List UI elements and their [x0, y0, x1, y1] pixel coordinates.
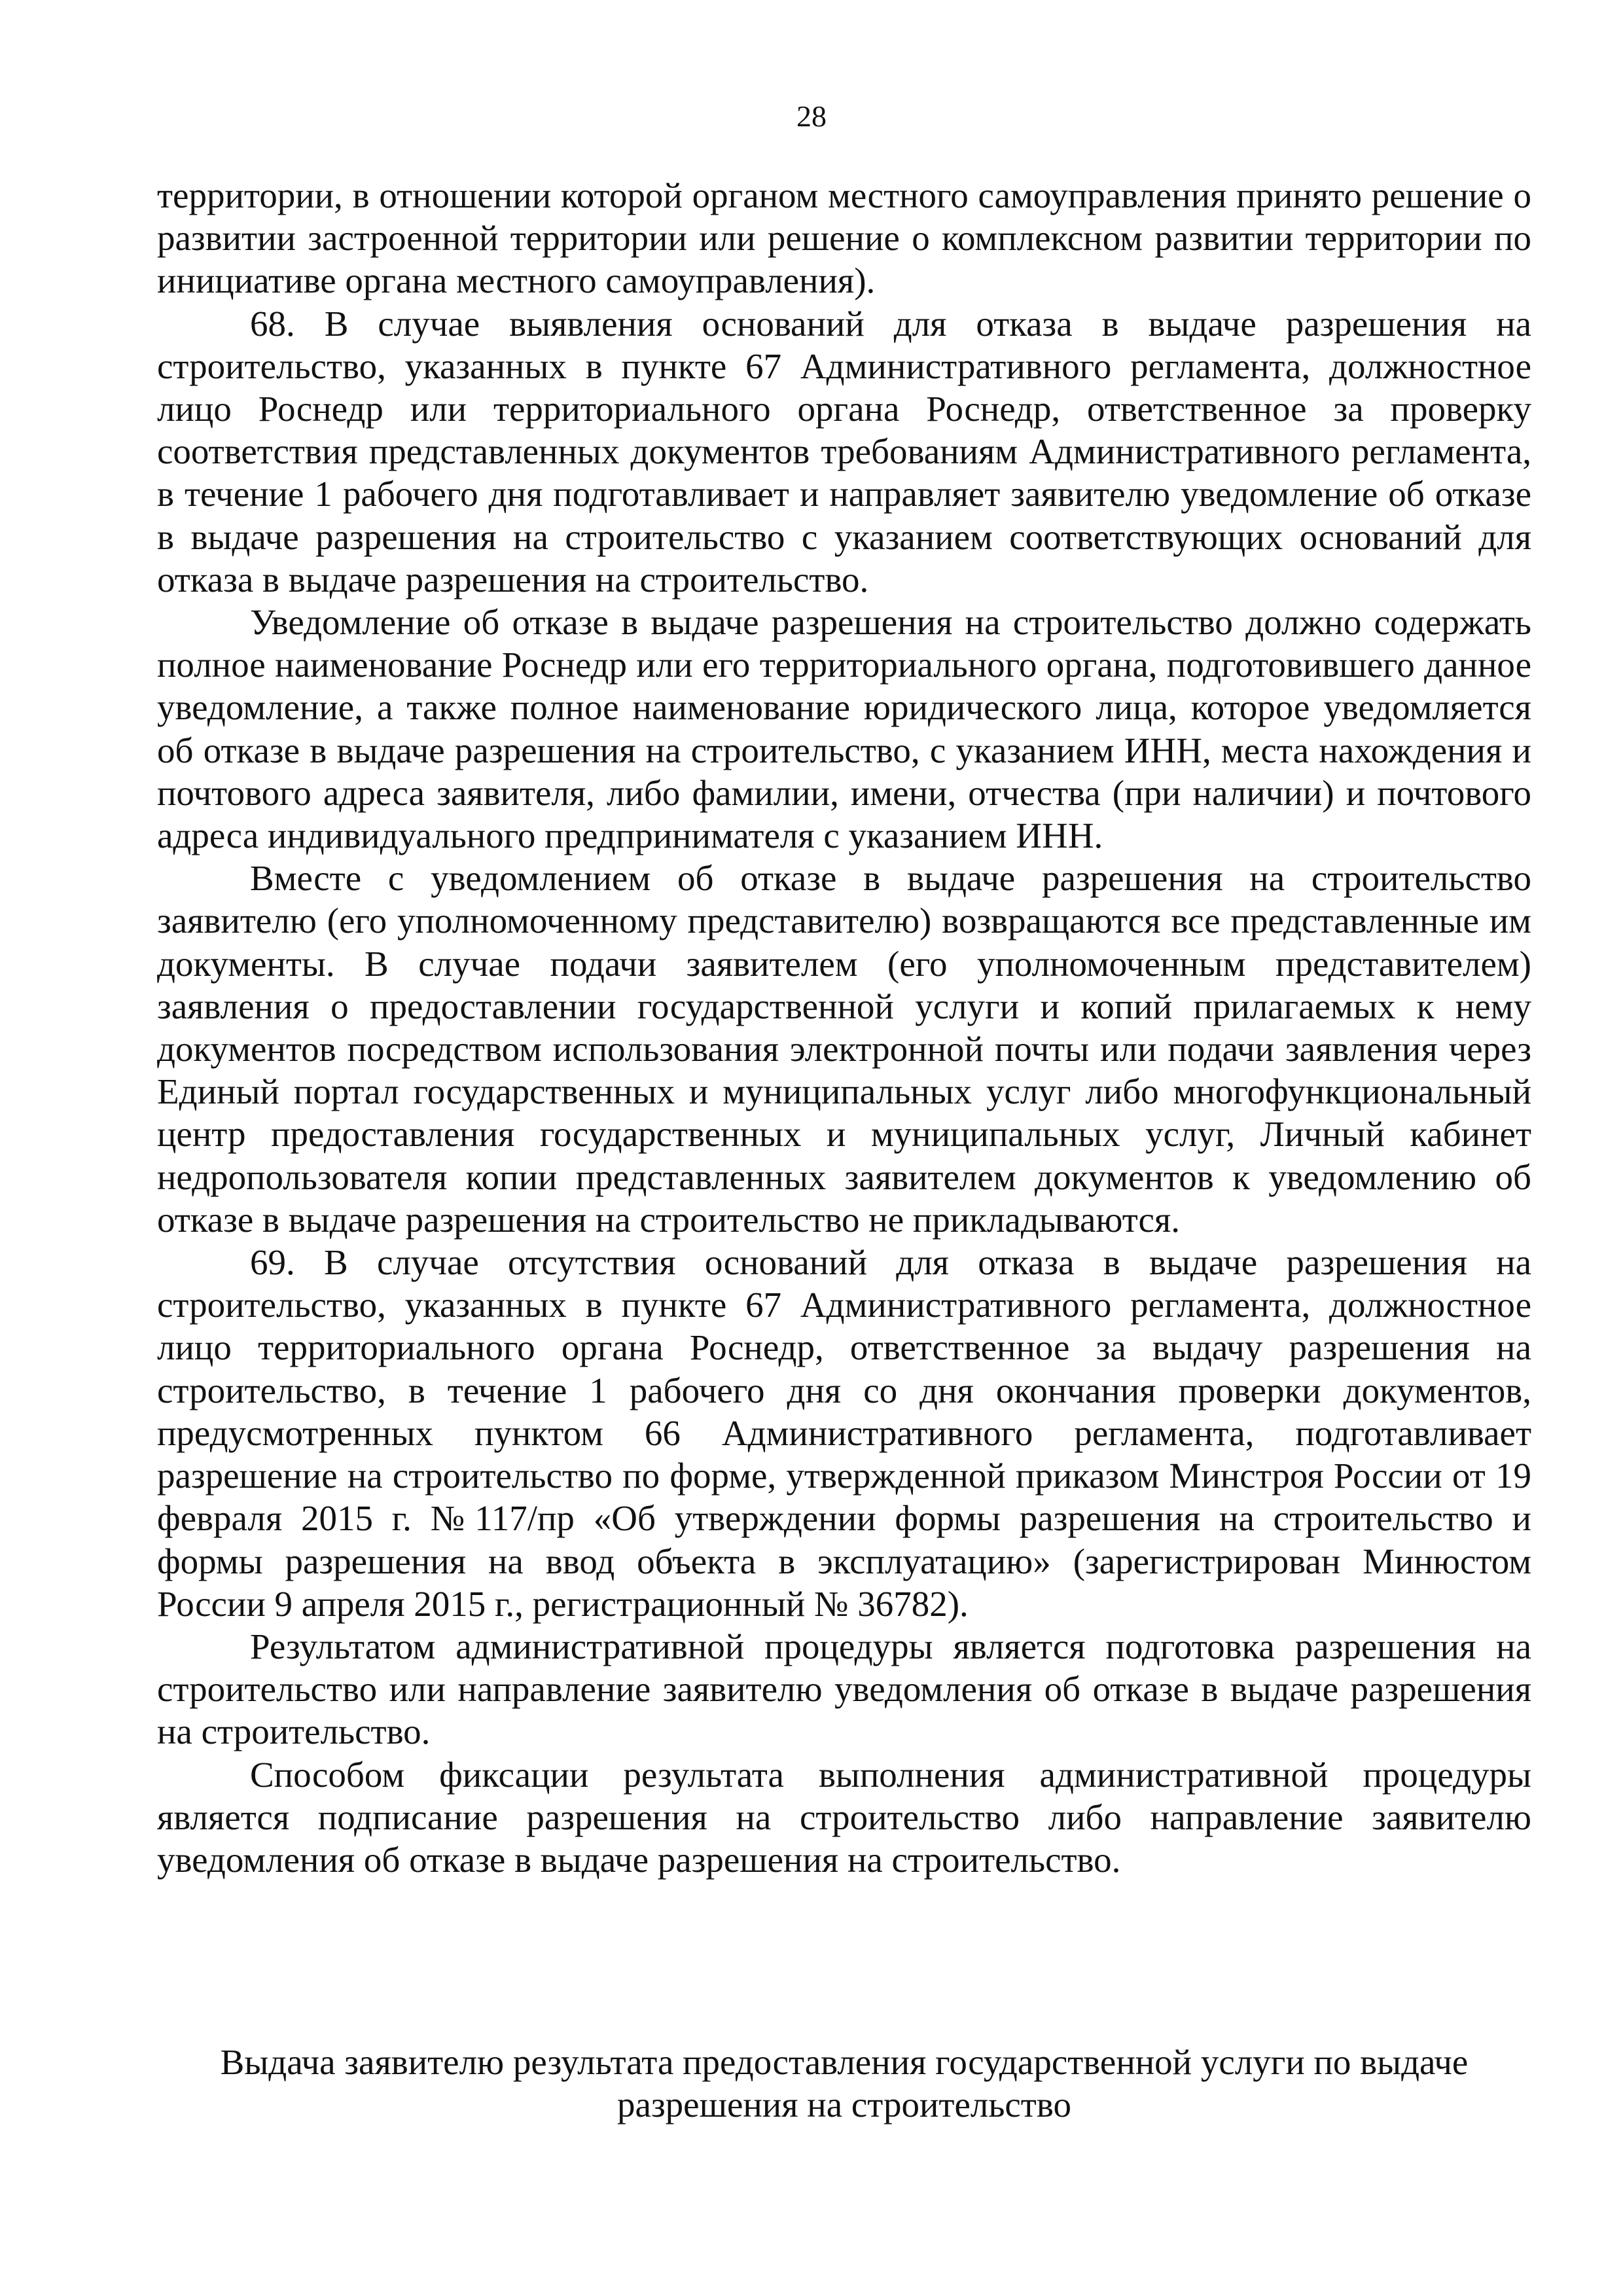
section-heading: [157, 2041, 1531, 2126]
section-heading-line-2: разрешения на строительство: [617, 2085, 1071, 2125]
paragraph-item-69: 69. В случае отсутствия оснований для отказа в выдаче разрешения на строительство, указанных в пункте 67 Административного регламента, должностное лицо территориального органа Роснедр, ответственное за выдачу разрешения на строительство, в течение 1 рабочего дня со дня окончания проверки документов, предусмотренных пунктом 66 Административного регламента, подготавливает разрешение на строительство по форме, утвержденной приказом Минстроя России от 19 февраля 2015 г. №117/пр «Об утверждении формы разрешения на строительство и формы разрешения на ввод объекта в эксплуатацию» (зарегистрирован Минюстом России 9 апреля 2015 г., регистрационный № 36782).: [157, 1242, 1531, 1624]
paragraph-result-fixation: Способом фиксации результата выполнения административной процедуры является подписание разрешения на строительство либо направление заявителю уведомления об отказе в выдаче разрешения на строительство.: [157, 1754, 1531, 1880]
paragraph-continuation: территории, в отношении которой органом местного самоуправления принято решение о развитии застроенной территории или решение о комплексном развитии территории по инициативе органа местного самоуправления).: [157, 175, 1531, 301]
document-body: [157, 174, 1531, 1881]
paragraph-notice-content: Уведомление об отказе в выдаче разрешения на строительство должно содержать полное наименование Роснедр или его территориального органа, подготовившего данное уведомление, а также полное наименование юридического лица, которое уведомляется об отказе в выдаче разрешения на строительство, с указанием ИНН, места нахождения и почтового адреса заявителя, либо фамилии, имени, отчества (при наличии) и почтового адреса индивидуального предпринимателя с указанием ИНН.: [157, 602, 1531, 856]
paragraph-item-68: 68. В случае выявления оснований для отказа в выдаче разрешения на строительство, указанных в пункте 67 Административного регламента, должностное лицо Роснедр или территориального органа Роснедр, ответственное за проверку соответствия представленных документов требованиям Административного регламента, в течение 1 рабочего дня подготавливает и направляет заявителю уведомление об отказе в выдаче разрешения на строительство с указанием соответствующих оснований для отказа в выдаче разрешения на строительство.: [157, 303, 1531, 600]
page-number: 28: [796, 99, 827, 133]
paragraph-documents-return: Вместе с уведомлением об отказе в выдаче разрешения на строительство заявителю (его уполномоченному представителю) возвращаются все представленные им документы. В случае подачи заявителем (его уполномоченным представителем) заявления о предоставлении государственной услуги и копий прилагаемых к нему документов посредством использования электронной почты или подачи заявления через Единый портал государственных и муниципальных услуг либо многофункциональный центр предоставления государственных и муниципальных услуг, Личный кабинет недропользователя копии представленных заявителем документов к уведомлению об отказе в выдаче разрешения на строительство не прикладываются.: [157, 858, 1531, 1240]
section-heading-line-1: Выдача заявителю результата предоставления государственной услуги по выдаче: [220, 2042, 1469, 2082]
paragraph-procedure-result: Результатом административной процедуры является подготовка разрешения на строительство или направление заявителю уведомления об отказе в выдаче разрешения на строительство.: [157, 1626, 1531, 1752]
